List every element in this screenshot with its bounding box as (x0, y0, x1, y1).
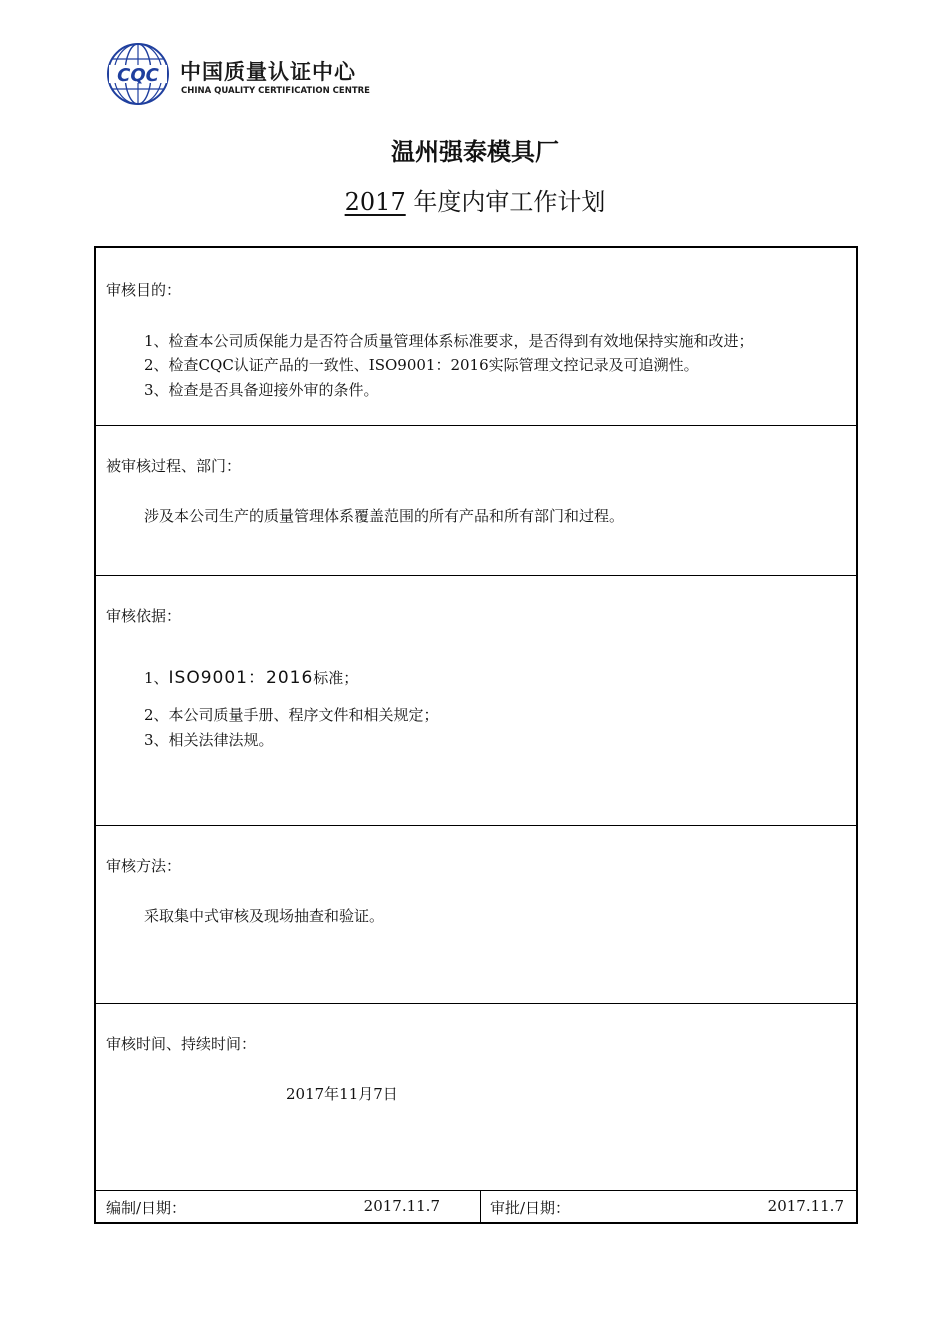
iso-standard: ISO9001： (168, 668, 266, 688)
plan-title-text: 年度内审工作计划 (413, 188, 606, 216)
basis-label: 审核依据： (106, 607, 182, 625)
basis-item-1-prefix: 1、 (144, 669, 169, 687)
scope-label: 被审核过程、部门： (106, 457, 242, 475)
approved-date: 2017.11.7 (767, 1197, 844, 1215)
method-section (96, 825, 856, 1004)
purpose-label: 审核目的： (106, 281, 182, 299)
approved-cell (481, 1190, 856, 1222)
logo-chinese-name: 中国质量认证中心 (180, 60, 356, 84)
purpose-item: 1、检查本公司质保能力是否符合质量管理体系标准要求，是否得到有效地保持实施和改进； (144, 332, 754, 350)
plan-year: 2017 (344, 188, 406, 216)
method-label: 审核方法： (106, 857, 182, 875)
basis-item-1 (144, 663, 358, 688)
prepared-label: 编制/日期： (106, 1199, 187, 1217)
audit-plan-table (94, 246, 858, 1224)
basis-item-1-suffix: 标准； (313, 669, 359, 687)
company-name: 温州强泰模具厂 (391, 138, 559, 166)
prepared-cell (96, 1190, 481, 1222)
cqc-logo (106, 42, 370, 106)
iso-standard-year: 2016 (266, 668, 314, 688)
plan-title (0, 182, 950, 217)
logo-english-name: CHINA QUALITY CERTIFICATION CENTRE (181, 86, 370, 96)
basis-section (96, 575, 856, 826)
prepared-date: 2017.11.7 (363, 1197, 440, 1215)
basis-item: 3、相关法律法规。 (144, 731, 274, 749)
purpose-section (96, 248, 856, 426)
time-section (96, 1003, 856, 1191)
purpose-item: 2、检查CQC认证产品的一致性、ISO9001：2016实际管理文控记录及可追溯性。 (144, 356, 699, 374)
purpose-item: 3、检查是否具备迎接外审的条件。 (144, 381, 379, 399)
basis-item: 2、本公司质量手册、程序文件和相关规定； (144, 706, 439, 724)
logo-mark-text: CQC (117, 65, 159, 86)
audit-date: 2017年11月7日 (286, 1085, 398, 1103)
signoff-row (96, 1190, 856, 1222)
globe-logo-icon (106, 42, 170, 106)
method-text: 采取集中式审核及现场抽查和验证。 (144, 907, 385, 925)
approved-label: 审批/日期： (490, 1199, 571, 1217)
time-label: 审核时间、持续时间： (106, 1035, 257, 1053)
scope-text: 涉及本公司生产的质量管理体系覆盖范围的所有产品和所有部门和过程。 (144, 507, 625, 525)
scope-section (96, 425, 856, 576)
